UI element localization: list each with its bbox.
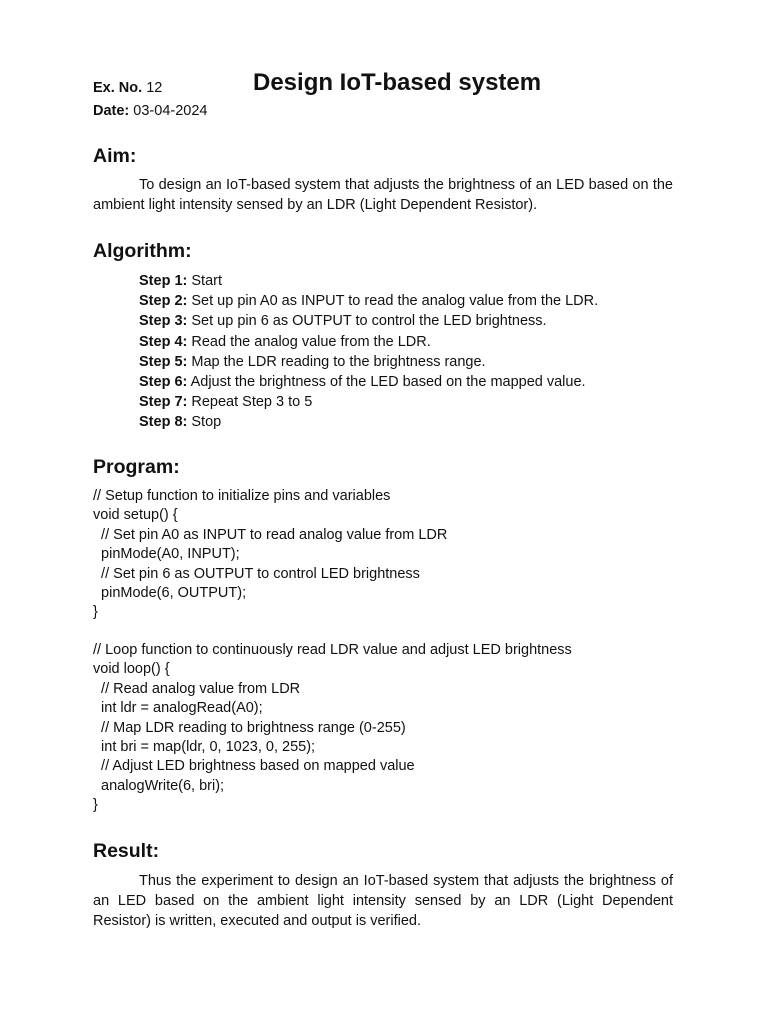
- aim-heading: Aim:: [93, 145, 137, 167]
- step-text: Repeat Step 3 to 5: [191, 394, 313, 411]
- step-label: Step 1:: [139, 273, 188, 289]
- step-text: Stop: [191, 414, 222, 431]
- step-label: Step 6:: [139, 374, 188, 391]
- step-label: Step 8:: [139, 414, 188, 431]
- exercise-number-label: Ex. No.: [93, 80, 143, 96]
- algorithm-step: [139, 412, 598, 432]
- page-title: Design IoT-based system: [253, 69, 542, 96]
- exercise-date: [93, 102, 207, 120]
- step-text: Adjust the brightness of the LED based on the mapped value.: [190, 374, 586, 391]
- code-block-setup: // Setup function to initialize pins and variables void setup() { // Set pin A0 as INPUT to read analog value from LDR pinMode(A0, INPUT); // Set pin 6 as OUTPUT to control LED brightness pinMode(6, OUTPUT); }: [93, 488, 448, 621]
- algorithm-step: [139, 291, 598, 311]
- step-text: Map the LDR reading to the brightness range.: [191, 353, 486, 370]
- exercise-date-value: 03-04-2024: [133, 103, 208, 119]
- step-label: Step 3:: [139, 313, 188, 330]
- result-paragraph: Thus the experiment to design an IoT-based system that adjusts the brightness of an LED based on the ambient light intensity sensed by an LDR (Light Dependent Resistor) is written, executed and output is verified.: [93, 873, 673, 929]
- program-heading: Program:: [93, 456, 180, 478]
- algorithm-heading: Algorithm:: [93, 240, 192, 262]
- algorithm-step: [139, 332, 598, 352]
- step-label: Step 4:: [139, 333, 188, 350]
- algorithm-step: [139, 271, 598, 291]
- step-label: Step 5:: [139, 353, 188, 370]
- step-label: Step 2:: [139, 293, 188, 310]
- aim-paragraph: To design an IoT-based system that adjusts the brightness of an LED based on the ambient light intensity sensed by an LDR (Light Dependent Resistor).: [93, 177, 673, 213]
- step-text: Start: [191, 273, 222, 289]
- code-block-loop: // Loop function to continuously read LDR value and adjust LED brightness void loop() { // Read analog value from LDR int ldr = analogRead(A0); // Map LDR reading to brightness range (0-255) int bri = map(ldr, 0, 1023, 0, 255); // Adjust LED brightness based on mapped value analogWrite(6, bri); }: [93, 642, 572, 814]
- step-text: Set up pin 6 as OUTPUT to control the LED brightness.: [191, 313, 547, 330]
- algorithm-step: [139, 352, 598, 372]
- step-label: Step 7:: [139, 394, 188, 411]
- step-text: Set up pin A0 as INPUT to read the analog value from the LDR.: [191, 293, 599, 310]
- algorithm-step: [139, 311, 598, 331]
- exercise-number: [93, 79, 162, 97]
- algorithm-steps: [139, 271, 598, 433]
- result-heading: Result:: [93, 840, 160, 862]
- exercise-date-label: Date:: [93, 103, 130, 119]
- exercise-number-value: 12: [146, 80, 163, 96]
- algorithm-step: [139, 392, 598, 412]
- algorithm-step: [139, 372, 598, 392]
- step-text: Read the analog value from the LDR.: [191, 333, 431, 350]
